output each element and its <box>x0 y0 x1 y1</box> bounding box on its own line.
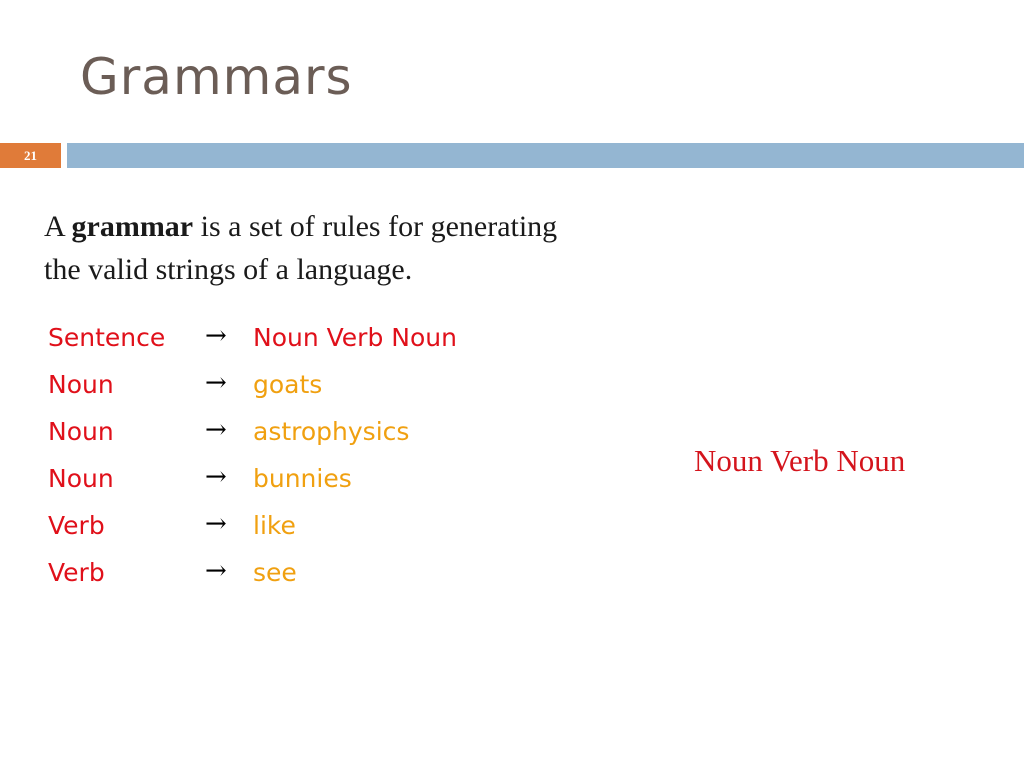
definition-line2: the valid strings of a language. <box>44 253 413 286</box>
slide-number: 21 <box>24 148 37 163</box>
derivation-string: Noun Verb Noun <box>694 443 906 478</box>
definition-prefix: A <box>44 210 72 243</box>
rule-lhs: Sentence <box>48 323 166 352</box>
rule-row <box>48 459 608 506</box>
rule-row <box>48 318 608 365</box>
rule-row <box>48 506 608 553</box>
header-rule-bar <box>67 143 1024 168</box>
rule-row <box>48 553 608 600</box>
arrow-icon: → <box>205 462 227 492</box>
rule-lhs: Verb <box>48 558 105 587</box>
definition-term: grammar <box>71 210 194 243</box>
definition-line1-rest: is a set of rules for generating <box>193 210 558 243</box>
grammar-rules <box>48 318 608 600</box>
rule-row <box>48 365 608 412</box>
rule-rhs: see <box>253 558 297 587</box>
arrow-icon: → <box>205 368 227 398</box>
rule-lhs: Noun <box>48 370 114 399</box>
arrow-icon: → <box>205 509 227 539</box>
arrow-icon: → <box>205 321 227 351</box>
rule-lhs: Noun <box>48 417 114 446</box>
arrow-icon: → <box>205 556 227 586</box>
slide-title: Grammars <box>80 48 353 106</box>
rule-rhs: like <box>253 511 296 540</box>
rule-lhs: Noun <box>48 464 114 493</box>
rule-rhs: goats <box>253 370 323 399</box>
rule-row <box>48 412 608 459</box>
rule-rhs: bunnies <box>253 464 352 493</box>
rule-rhs: Noun Verb Noun <box>253 323 457 352</box>
arrow-icon: → <box>205 415 227 445</box>
rule-lhs: Verb <box>48 511 105 540</box>
definition-text <box>44 205 664 291</box>
rule-rhs: astrophysics <box>253 417 410 446</box>
